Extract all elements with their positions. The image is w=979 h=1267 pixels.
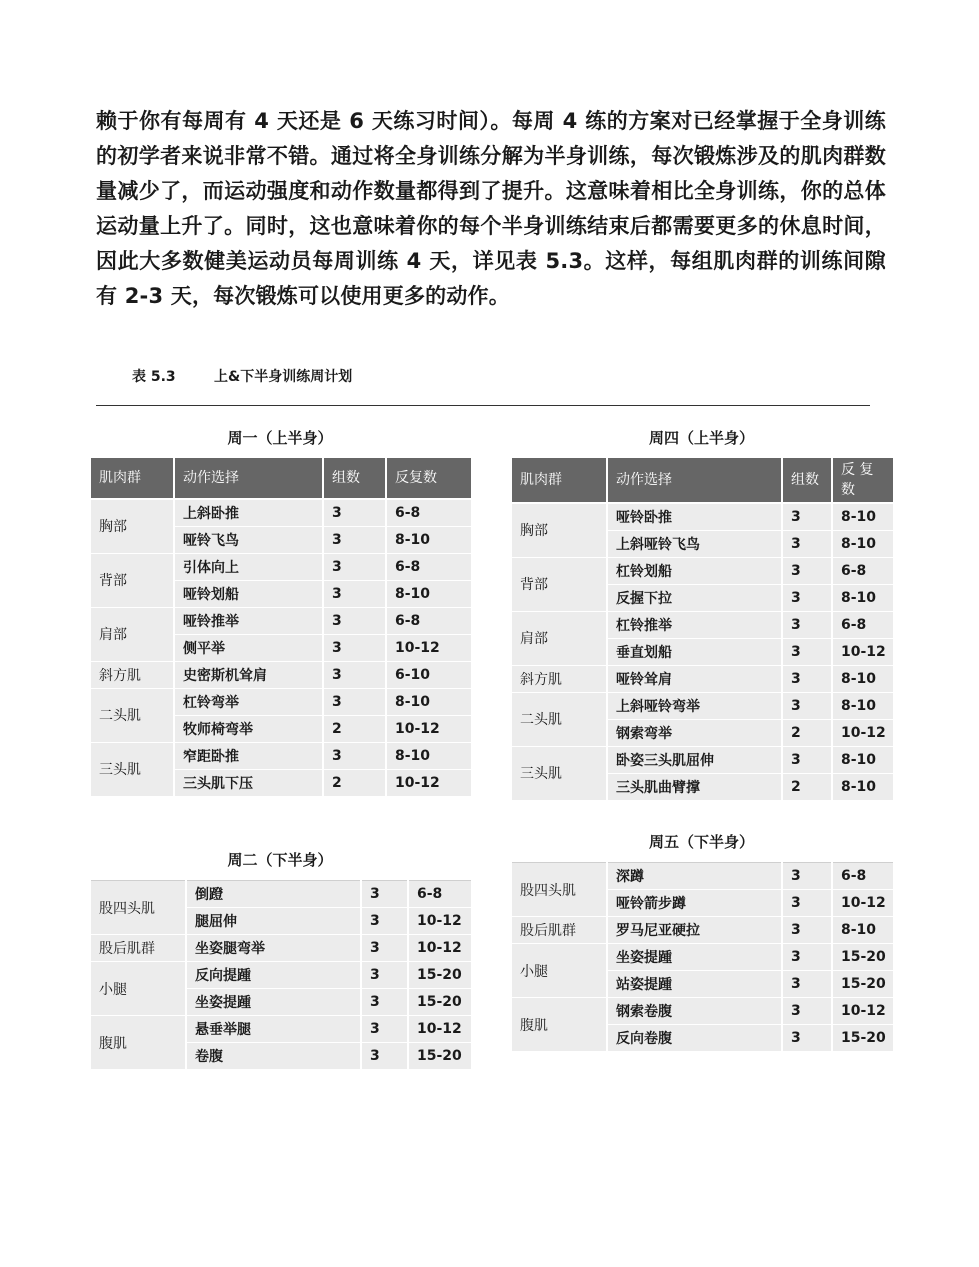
exercise-cell: 上斜哑铃飞鸟 bbox=[607, 530, 782, 557]
exercise-cell: 站姿提踵 bbox=[607, 971, 782, 998]
table-row bbox=[90, 499, 472, 526]
exercise-cell: 坐姿腿弯举 bbox=[186, 935, 361, 962]
table-row bbox=[90, 661, 472, 688]
friday-block bbox=[510, 832, 893, 1052]
reps-cell: 8-10 bbox=[386, 526, 472, 553]
muscle-group-cell: 背部 bbox=[511, 557, 607, 611]
reps-cell: 15-20 bbox=[408, 989, 472, 1016]
exercise-cell: 反向提踵 bbox=[186, 962, 361, 989]
sets-cell: 3 bbox=[323, 688, 386, 715]
table-row bbox=[90, 1016, 472, 1043]
thursday-title: 周四（上半身） bbox=[648, 429, 754, 447]
reps-cell: 15-20 bbox=[832, 944, 894, 971]
sets-cell: 3 bbox=[782, 638, 832, 665]
table-row bbox=[511, 665, 894, 692]
reps-cell: 8-10 bbox=[832, 692, 894, 719]
exercise-cell: 上斜卧推 bbox=[174, 499, 323, 526]
exercise-cell: 悬垂举腿 bbox=[186, 1016, 361, 1043]
exercise-cell: 反向卷腹 bbox=[607, 1025, 782, 1052]
table-caption-title: 上&下半身训练周计划 bbox=[214, 369, 353, 385]
reps-cell: 8-10 bbox=[832, 530, 894, 557]
header-exercise: 动作选择 bbox=[174, 458, 323, 499]
exercise-cell: 哑铃箭步蹲 bbox=[607, 890, 782, 917]
sets-cell: 2 bbox=[323, 715, 386, 742]
tuesday-block bbox=[89, 850, 471, 1070]
sets-cell: 3 bbox=[782, 863, 832, 890]
caption-rule bbox=[96, 405, 870, 406]
sets-cell: 3 bbox=[323, 661, 386, 688]
sets-cell: 3 bbox=[782, 503, 832, 530]
tuesday-title: 周二（下半身） bbox=[227, 851, 333, 869]
table-row bbox=[90, 881, 472, 908]
sets-cell: 3 bbox=[782, 665, 832, 692]
table-caption-number: 表 5.3 bbox=[132, 369, 176, 385]
table-row bbox=[511, 503, 894, 530]
sets-cell: 3 bbox=[361, 1043, 408, 1070]
reps-cell: 10-12 bbox=[832, 890, 894, 917]
sets-cell: 3 bbox=[361, 962, 408, 989]
muscle-group-cell: 肩部 bbox=[90, 607, 174, 661]
reps-cell: 8-10 bbox=[386, 688, 472, 715]
table-row bbox=[90, 962, 472, 989]
muscle-group-cell: 胸部 bbox=[90, 499, 174, 553]
sets-cell: 2 bbox=[782, 719, 832, 746]
exercise-cell: 上斜哑铃弯举 bbox=[607, 692, 782, 719]
exercise-cell: 反握下拉 bbox=[607, 584, 782, 611]
thursday-block bbox=[510, 428, 893, 801]
reps-cell: 8-10 bbox=[832, 665, 894, 692]
muscle-group-cell: 斜方肌 bbox=[90, 661, 174, 688]
exercise-cell: 深蹲 bbox=[607, 863, 782, 890]
muscle-group-cell: 斜方肌 bbox=[511, 665, 607, 692]
header-sets: 组数 bbox=[323, 458, 386, 499]
header-reps: 反复数 bbox=[386, 458, 472, 499]
muscle-group-cell: 股后肌群 bbox=[511, 917, 607, 944]
sets-cell: 3 bbox=[782, 944, 832, 971]
muscle-group-cell: 二头肌 bbox=[511, 692, 607, 746]
exercise-cell: 卷腹 bbox=[186, 1043, 361, 1070]
muscle-group-cell: 腹肌 bbox=[90, 1016, 186, 1070]
sets-cell: 3 bbox=[361, 935, 408, 962]
table-row bbox=[511, 692, 894, 719]
body-paragraph: 赖于你有每周有 4 天还是 6 天练习时间）。每周 4 练的方案对已经掌握于全身训练的初学者来说非常不错。通过将全身训练分解为半身训练，每次锻炼涉及的肌肉群数量减少了，而运动强度和动作数量都得到了提升。这意味着相比全身训练，你的总体运动量上升了。同时，这也意味着你的每个半身训练结束后都需要更多的休息时间，因此大多数健美运动员每周训练 4 天，详见表 5.3。这样，每组肌肉群的训练间隙有 2-3 天，每次锻炼可以使用更多的动作。 bbox=[96, 109, 886, 308]
table-row bbox=[511, 611, 894, 638]
sets-cell: 3 bbox=[782, 611, 832, 638]
muscle-group-cell: 肩部 bbox=[511, 611, 607, 665]
table-row bbox=[511, 863, 894, 890]
table-row bbox=[90, 688, 472, 715]
reps-cell: 15-20 bbox=[408, 1043, 472, 1070]
header-muscle-group: 肌肉群 bbox=[511, 458, 607, 503]
exercise-cell: 哑铃耸肩 bbox=[607, 665, 782, 692]
reps-cell: 8-10 bbox=[832, 917, 894, 944]
table-row bbox=[90, 607, 472, 634]
exercise-cell: 引体向上 bbox=[174, 553, 323, 580]
sets-cell: 3 bbox=[323, 607, 386, 634]
sets-cell: 2 bbox=[323, 769, 386, 796]
reps-cell: 10-12 bbox=[386, 769, 472, 796]
reps-cell: 6-8 bbox=[832, 557, 894, 584]
muscle-group-cell: 小腿 bbox=[90, 962, 186, 1016]
table-header-row bbox=[511, 458, 894, 503]
muscle-group-cell: 背部 bbox=[90, 553, 174, 607]
sets-cell: 3 bbox=[323, 553, 386, 580]
reps-cell: 8-10 bbox=[832, 773, 894, 800]
muscle-group-cell: 胸部 bbox=[511, 503, 607, 557]
header-sets: 组数 bbox=[782, 458, 832, 503]
sets-cell: 3 bbox=[782, 998, 832, 1025]
muscle-group-cell: 三头肌 bbox=[511, 746, 607, 800]
exercise-cell: 哑铃卧推 bbox=[607, 503, 782, 530]
sets-cell: 3 bbox=[361, 1016, 408, 1043]
reps-cell: 8-10 bbox=[832, 503, 894, 530]
reps-cell: 15-20 bbox=[832, 1025, 894, 1052]
muscle-group-cell: 二头肌 bbox=[90, 688, 174, 742]
sets-cell: 3 bbox=[782, 1025, 832, 1052]
sets-cell: 3 bbox=[361, 908, 408, 935]
reps-cell: 10-12 bbox=[832, 638, 894, 665]
muscle-group-cell: 腹肌 bbox=[511, 998, 607, 1052]
exercise-cell: 坐姿提踵 bbox=[607, 944, 782, 971]
exercise-cell: 杠铃弯举 bbox=[174, 688, 323, 715]
friday-title: 周五（下半身） bbox=[648, 833, 754, 851]
muscle-group-cell: 股四头肌 bbox=[90, 881, 186, 935]
tuesday-table bbox=[89, 880, 473, 1070]
exercise-cell: 史密斯机耸肩 bbox=[174, 661, 323, 688]
table-row bbox=[511, 917, 894, 944]
reps-cell: 10-12 bbox=[408, 908, 472, 935]
reps-cell: 15-20 bbox=[408, 962, 472, 989]
table-row bbox=[90, 742, 472, 769]
exercise-cell: 哑铃推举 bbox=[174, 607, 323, 634]
exercise-cell: 哑铃飞鸟 bbox=[174, 526, 323, 553]
table-header-row bbox=[90, 458, 472, 499]
exercise-cell: 腿屈伸 bbox=[186, 908, 361, 935]
header-muscle-group: 肌肉群 bbox=[90, 458, 174, 499]
table-row bbox=[511, 557, 894, 584]
exercise-cell: 钢索卷腹 bbox=[607, 998, 782, 1025]
exercise-cell: 杠铃划船 bbox=[607, 557, 782, 584]
reps-cell: 10-12 bbox=[832, 719, 894, 746]
reps-cell: 15-20 bbox=[832, 971, 894, 998]
exercise-cell: 牧师椅弯举 bbox=[174, 715, 323, 742]
exercise-cell: 三头肌下压 bbox=[174, 769, 323, 796]
exercise-cell: 杠铃推举 bbox=[607, 611, 782, 638]
sets-cell: 3 bbox=[782, 917, 832, 944]
table-row bbox=[511, 944, 894, 971]
exercise-cell: 哑铃划船 bbox=[174, 580, 323, 607]
reps-cell: 10-12 bbox=[408, 935, 472, 962]
reps-cell: 6-8 bbox=[386, 553, 472, 580]
sets-cell: 3 bbox=[782, 890, 832, 917]
exercise-cell: 坐姿提踵 bbox=[186, 989, 361, 1016]
reps-cell: 10-12 bbox=[386, 634, 472, 661]
exercise-cell: 卧姿三头肌屈伸 bbox=[607, 746, 782, 773]
table-row bbox=[511, 746, 894, 773]
table-row bbox=[90, 935, 472, 962]
table-row bbox=[511, 998, 894, 1025]
table-row bbox=[90, 553, 472, 580]
sets-cell: 3 bbox=[782, 692, 832, 719]
sets-cell: 3 bbox=[323, 580, 386, 607]
reps-cell: 8-10 bbox=[832, 584, 894, 611]
exercise-cell: 三头肌曲臂撑 bbox=[607, 773, 782, 800]
reps-cell: 6-8 bbox=[832, 863, 894, 890]
sets-cell: 3 bbox=[323, 742, 386, 769]
reps-cell: 6-8 bbox=[386, 499, 472, 526]
reps-cell: 6-8 bbox=[408, 881, 472, 908]
reps-cell: 8-10 bbox=[832, 746, 894, 773]
muscle-group-cell: 股四头肌 bbox=[511, 863, 607, 917]
friday-table bbox=[510, 862, 895, 1052]
exercise-cell: 垂直划船 bbox=[607, 638, 782, 665]
sets-cell: 2 bbox=[782, 773, 832, 800]
muscle-group-cell: 三头肌 bbox=[90, 742, 174, 796]
sets-cell: 3 bbox=[782, 530, 832, 557]
reps-cell: 10-12 bbox=[408, 1016, 472, 1043]
exercise-cell: 罗马尼亚硬拉 bbox=[607, 917, 782, 944]
exercise-cell: 窄距卧推 bbox=[174, 742, 323, 769]
sets-cell: 3 bbox=[361, 989, 408, 1016]
header-exercise: 动作选择 bbox=[607, 458, 782, 503]
sets-cell: 3 bbox=[782, 584, 832, 611]
reps-cell: 6-10 bbox=[386, 661, 472, 688]
exercise-cell: 钢索弯举 bbox=[607, 719, 782, 746]
reps-cell: 6-8 bbox=[386, 607, 472, 634]
sets-cell: 3 bbox=[782, 557, 832, 584]
sets-cell: 3 bbox=[782, 971, 832, 998]
sets-cell: 3 bbox=[323, 499, 386, 526]
sets-cell: 3 bbox=[361, 881, 408, 908]
sets-cell: 3 bbox=[323, 526, 386, 553]
thursday-table bbox=[510, 458, 895, 801]
monday-title: 周一（上半身） bbox=[227, 429, 333, 447]
sets-cell: 3 bbox=[323, 634, 386, 661]
muscle-group-cell: 股后肌群 bbox=[90, 935, 186, 962]
exercise-cell: 倒蹬 bbox=[186, 881, 361, 908]
muscle-group-cell: 小腿 bbox=[511, 944, 607, 998]
monday-block bbox=[89, 428, 471, 797]
sets-cell: 3 bbox=[782, 746, 832, 773]
header-reps: 反 复数 bbox=[832, 458, 894, 503]
exercise-cell: 侧平举 bbox=[174, 634, 323, 661]
reps-cell: 10-12 bbox=[386, 715, 472, 742]
reps-cell: 10-12 bbox=[832, 998, 894, 1025]
reps-cell: 8-10 bbox=[386, 742, 472, 769]
reps-cell: 8-10 bbox=[386, 580, 472, 607]
reps-cell: 6-8 bbox=[832, 611, 894, 638]
monday-table bbox=[89, 458, 473, 797]
